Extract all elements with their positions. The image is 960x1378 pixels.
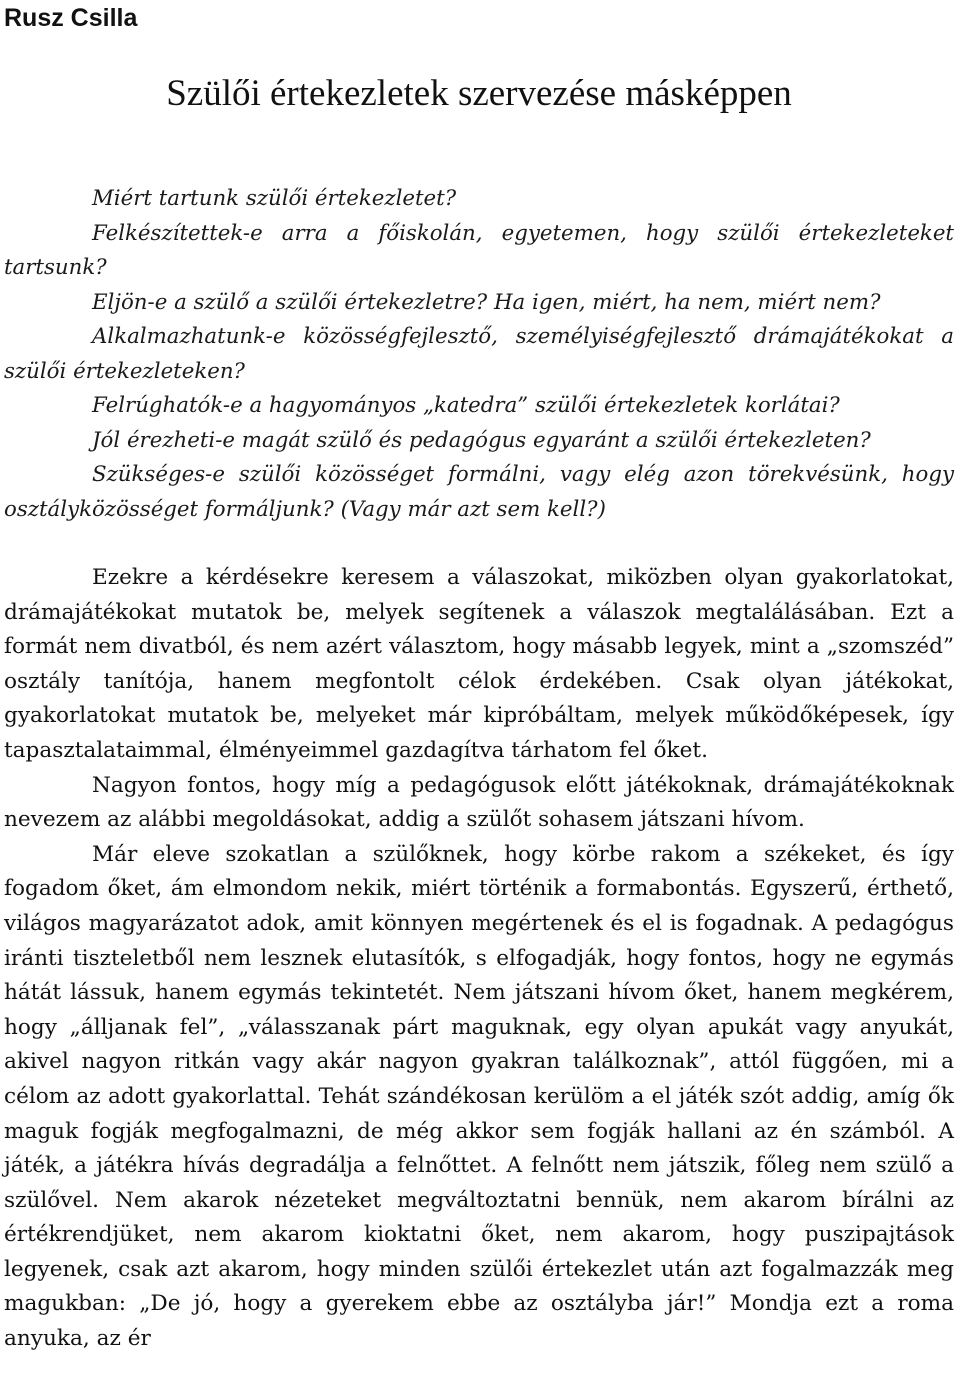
question-item: Felrúghatók-e a hagyományos „katedra” szülői értekezletek korlátai? — [92, 393, 840, 418]
body-paragraph: Ezekre a kérdésekre keresem a válaszokat, miközben olyan gyakorlatokat, drámajátékokat mutatok be, melyek segítenek a válaszok megtalálásában. Ezt a formát nem divatból, és nem azért választom, hogy másabb legyek, mint a „szomszéd” osztály tanítója, hanem megfontolt célok érdekében. Csak olyan játékokat, gyakorlatokat mutatok be, melyeket már kipróbáltam, melyek működőképesek, így tapasztalataimmal, élményeimmel gazdagítva tárhatom fel őket. — [4, 565, 954, 763]
question-list — [4, 182, 954, 527]
question-item: Felkészítettek-e arra a főiskolán, egyetemen, hogy szülői értekezleteket tartsunk? — [4, 220, 954, 280]
body-text — [4, 561, 954, 1357]
question-item: Szükséges-e szülői közösséget formálni, vagy elég azon törekvésünk, hogy osztályközösséget formáljunk? (Vagy már azt sem kell?) — [4, 462, 954, 522]
question-item: Miért tartunk szülői értekezletet? — [92, 186, 457, 211]
question-item: Alkalmazhatunk-e közösségfejlesztő, személyiségfejlesztő drámajátékokat a szülői értekezleteken? — [4, 324, 954, 384]
body-paragraph: Már eleve szokatlan a szülőknek, hogy körbe rakom a székeket, és így fogadom őket, ám elmondom nekik, miért történik a formabontás. Egyszerű, érthető, világos magyarázatot adok, amit könnyen megértenek és el is fogadnak. A pedagógus iránti tiszteletből nem lesznek elutasítók, s elfogadják, hogy fontos, hogy ne egymás hátát lássuk, hanem egymás tekintetét. Nem játszani hívom őket, hanem megkérem, hogy „álljanak fel”, „válasszanak párt maguknak, egy olyan apukát vagy anyukát, akivel nagyon ritkán vagy akár nagyon gyakran találkoznak”, attól függően, mi a célom az adott gyakorlattal. Tehát szándékosan kerülöm a el játék szót addig, amíg ők maguk fogják megfogalmazni, de még akkor sem fogják hallani az én számból. A játék, a játékra hívás degradálja a felnőttet. A felnőtt nem játszik, főleg nem szülő a szülővel. Nem akarok nézeteket megváltoztatni bennük, nem akarom bírálni az értékrendjüket, nem akarom kioktatni őket, nem akarom, hogy puszipajtások legyenek, csak azt akarom, hogy minden szülői értekezlet után azt fogalmazzák meg magukban: „De jó, hogy a gyerekem ebbe az osztályba jár!” Mondja ezt a roma anyuka, az ér — [4, 841, 954, 1352]
author-name: Rusz Csilla — [4, 4, 138, 32]
question-item: Jól érezheti-e magát szülő és pedagógus egyaránt a szülői értekezleten? — [92, 427, 871, 453]
question-item: Eljön-e a szülő a szülői értekezletre? Ha igen, miért, ha nem, miért nem? — [92, 289, 881, 315]
article-title: Szülői értekezletek szervezése másképpen — [166, 73, 792, 114]
body-paragraph: Nagyon fontos, hogy míg a pedagógusok előtt játékoknak, drámajátékoknak nevezem az alábbi megoldásokat, addig a szülőt sohasem játszani hívom. — [4, 772, 954, 833]
